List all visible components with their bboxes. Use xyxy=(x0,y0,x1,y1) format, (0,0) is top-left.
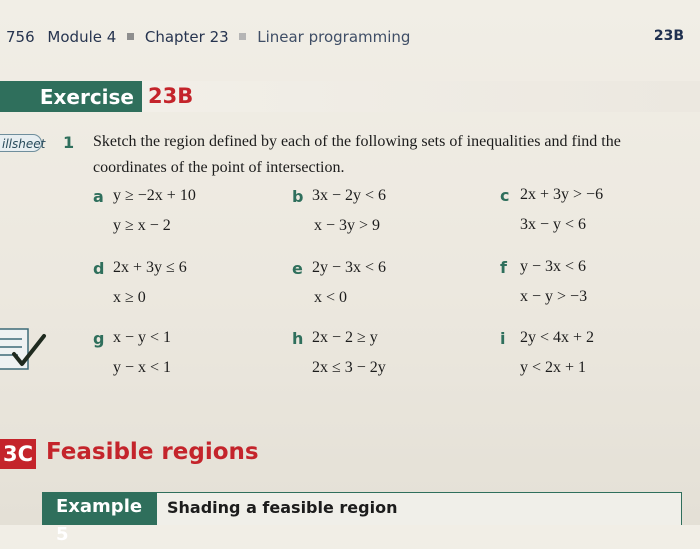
skillsheet-tab[interactable]: illsheet xyxy=(0,134,42,152)
inequality: 3x − y < 6 xyxy=(520,216,587,233)
check-icon xyxy=(0,326,48,374)
part-label: i xyxy=(500,329,506,348)
page-number: 756 xyxy=(6,28,35,46)
module-label: Module 4 xyxy=(47,28,117,46)
inequality: x − y > −3 xyxy=(520,288,588,305)
section-heading xyxy=(0,437,700,471)
inequality: x − 3y > 9 xyxy=(314,217,381,234)
question-number: 1 xyxy=(63,133,75,152)
inequality: y ≥ x − 2 xyxy=(113,217,171,234)
section-code-badge: 3C xyxy=(0,439,36,469)
part-label: h xyxy=(292,329,304,348)
exercise-number: 23B xyxy=(148,84,194,108)
example-title: Shading a feasible region xyxy=(167,498,398,517)
example-label: Example 5 xyxy=(43,493,157,525)
inequality: 2x + 3y ≤ 6 xyxy=(113,259,187,276)
inequality: y − 3x < 6 xyxy=(520,258,587,275)
part-label: f xyxy=(500,258,507,277)
inequality: x ≥ 0 xyxy=(113,289,146,306)
inequality: y ≥ −2x + 10 xyxy=(113,187,196,204)
inequality: x − y < 1 xyxy=(113,329,172,346)
inequality: 2x + 3y > −6 xyxy=(520,186,604,203)
inequality: 2x − 2 ≥ y xyxy=(312,329,378,346)
exercise-label: Exercise xyxy=(39,85,134,109)
part-label: d xyxy=(93,259,105,278)
running-header xyxy=(6,28,410,46)
separator-square xyxy=(127,33,134,40)
inequality: 2x ≤ 3 − 2y xyxy=(312,359,386,376)
inequality: 2y < 4x + 2 xyxy=(520,329,595,346)
part-label: c xyxy=(500,186,510,205)
part-label: a xyxy=(93,187,104,206)
inequality: 3x − 2y < 6 xyxy=(312,187,387,204)
separator-square xyxy=(239,33,246,40)
exercise-number-box xyxy=(142,81,700,112)
part-label: g xyxy=(93,329,105,348)
inequality: y < 2x + 1 xyxy=(520,359,587,376)
chapter-title: Linear programming xyxy=(257,28,411,46)
exercise-label-box xyxy=(0,81,142,112)
question-instructions: Sketch the region defined by each of the following sets of inequalities and find the coordinates of the point of intersection. xyxy=(93,133,621,176)
example-header xyxy=(42,492,682,545)
section-title: Feasible regions xyxy=(46,439,259,465)
section-code: 23B xyxy=(653,28,684,44)
inequality: x < 0 xyxy=(314,289,348,306)
exercise-banner xyxy=(0,81,700,112)
part-label: b xyxy=(292,187,304,206)
chapter-label: Chapter 23 xyxy=(144,28,229,46)
inequality: 2y − 3x < 6 xyxy=(312,259,387,276)
inequality: y − x < 1 xyxy=(113,359,172,376)
part-label: e xyxy=(292,259,303,278)
